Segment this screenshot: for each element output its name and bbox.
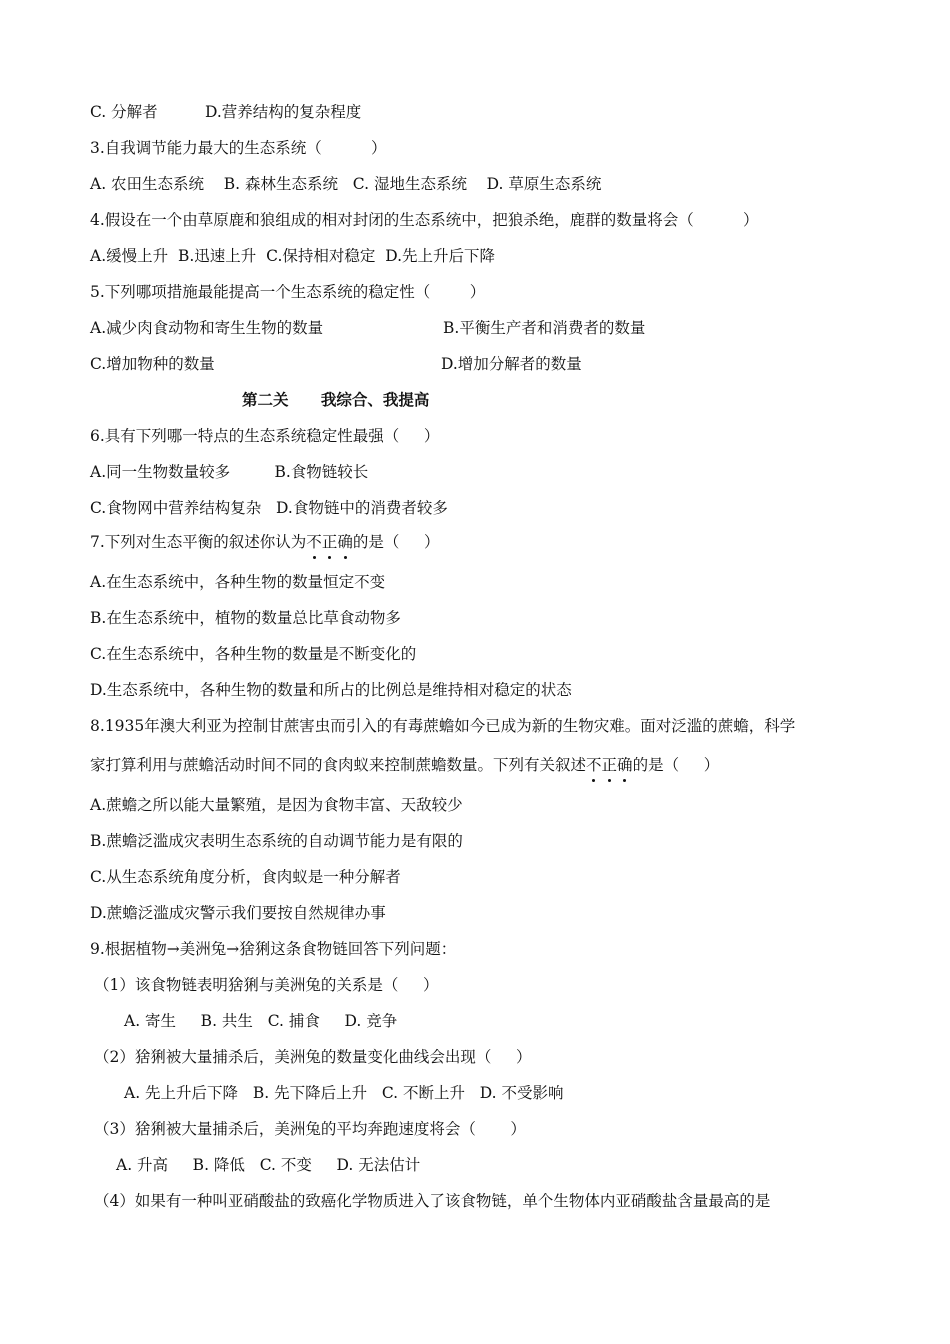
q7-option-c: C.在生态系统中，各种生物的数量是不断变化的 bbox=[90, 645, 417, 663]
q7-stem bbox=[90, 532, 439, 552]
q8-stem-line1: 8.1935年澳大利亚为控制甘蔗害虫而引入的有毒蔗蟾如今已成为新的生物灾难。面对泛滥的蔗蟾，科学 bbox=[90, 717, 796, 735]
q8-emphasis-char: 不 bbox=[586, 756, 602, 774]
q5-stem: 5.下列哪项措施最能提高一个生态系统的稳定性（ ） bbox=[90, 283, 486, 301]
q2-option-d: D.营养结构的复杂程度 bbox=[205, 103, 362, 121]
q3-options: A. 农田生态系统 B. 森林生态系统 C. 湿地生态系统 D. 草原生态系统 bbox=[90, 175, 602, 193]
q8-emphasis-char: 确 bbox=[617, 756, 633, 774]
section-title: 第二关 我综合、我提高 bbox=[242, 390, 430, 409]
q6-options-cd: C.食物网中营养结构复杂 D.食物链中的消费者较多 bbox=[90, 499, 448, 517]
q8-emphasis-char: 正 bbox=[601, 756, 618, 774]
q3-stem: 3.自我调节能力最大的生态系统（ ） bbox=[90, 139, 387, 157]
q9-sub2-options: A. 先上升后下降 B. 先下降后上升 C. 不断上升 D. 不受影响 bbox=[124, 1084, 564, 1102]
q9-stem: 9.根据植物→美洲兔→猞猁这条食物链回答下列问题： bbox=[90, 940, 457, 958]
q7-emphasis-char: 不 bbox=[306, 533, 322, 551]
q9-sub1-options: A. 寄生 B. 共生 C. 捕食 D. 竞争 bbox=[124, 1012, 398, 1030]
q7-option-b: B.在生态系统中，植物的数量总比草食动物多 bbox=[90, 609, 401, 627]
q5-option-b: B.平衡生产者和消费者的数量 bbox=[443, 319, 646, 337]
q8-option-b: B.蔗蟾泛滥成灾表明生态系统的自动调节能力是有限的 bbox=[90, 832, 463, 850]
q8-option-d: D.蔗蟾泛滥成灾警示我们要按自然规律办事 bbox=[90, 904, 386, 922]
q4-options: A.缓慢上升 B.迅速上升 C.保持相对稳定 D.先上升后下降 bbox=[90, 247, 496, 265]
q4-stem: 4.假设在一个由草原鹿和狼组成的相对封闭的生态系统中，把狼杀绝，鹿群的数量将会（ ） bbox=[90, 211, 759, 229]
q5-option-d: D.增加分解者的数量 bbox=[441, 355, 582, 373]
q9-sub4: （4）如果有一种叫亚硝酸盐的致癌化学物质进入了该食物链，单个生物体内亚硝酸盐含量最高的是 bbox=[94, 1192, 771, 1210]
q7-stem-after: 的是（ ） bbox=[352, 533, 440, 551]
q9-sub3: （3）猞猁被大量捕杀后，美洲兔的平均奔跑速度将会（ ） bbox=[94, 1120, 526, 1138]
q8-stem-line2 bbox=[90, 755, 719, 775]
q8-stem-after: 的是（ ） bbox=[632, 756, 720, 774]
q2-option-c: C. 分解者 bbox=[90, 103, 158, 121]
q7-emphasis-char: 确 bbox=[337, 533, 353, 551]
q7-option-d: D.生态系统中，各种生物的数量和所占的比例总是维持相对稳定的状态 bbox=[90, 681, 572, 699]
q8-stem-before: 家打算利用与蔗蟾活动时间不同的食肉蚁来控制蔗蟾数量。下列有关叙述 bbox=[90, 756, 587, 774]
q7-emphasis-char: 正 bbox=[321, 533, 338, 551]
q8-option-c: C.从生态系统角度分析，食肉蚁是一种分解者 bbox=[90, 868, 401, 886]
q6-stem: 6.具有下列哪一特点的生态系统稳定性最强（ ） bbox=[90, 427, 440, 445]
q7-option-a: A.在生态系统中，各种生物的数量恒定不变 bbox=[90, 573, 386, 591]
q5-option-a: A.减少肉食动物和寄生生物的数量 bbox=[90, 319, 324, 337]
q7-stem-before: 7.下列对生态平衡的叙述你认为 bbox=[90, 533, 307, 551]
q9-sub2: （2）猞猁被大量捕杀后，美洲兔的数量变化曲线会出现（ ） bbox=[94, 1048, 532, 1066]
q9-sub1: （1）该食物链表明猞猁与美洲兔的关系是（ ） bbox=[94, 976, 439, 994]
q8-option-a: A.蔗蟾之所以能大量繁殖，是因为食物丰富、天敌较少 bbox=[90, 796, 463, 814]
q9-sub3-options: A. 升高 B. 降低 C. 不变 D. 无法估计 bbox=[116, 1156, 421, 1174]
q5-option-c: C.增加物种的数量 bbox=[90, 355, 215, 373]
q6-options-ab: A.同一生物数量较多 B.食物链较长 bbox=[90, 463, 369, 481]
